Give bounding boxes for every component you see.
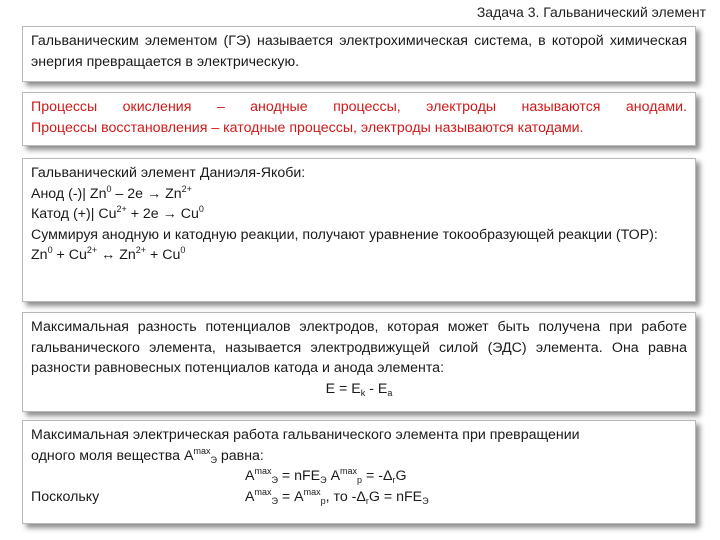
emf-equation: $E = E_k - E_a$: [325, 380, 393, 398]
work-box: [22, 420, 696, 524]
summary-text: Суммируя анодную и катодную реакции, получают уравнение токообразующей реакции (ТОР):: [31, 226, 658, 243]
anode-reaction: Анод (-)| $Zn^0 - 2e \to Zn^{2+}$: [31, 183, 192, 202]
daniell-heading: Гальванический элемент Даниэля-Якоби:: [31, 165, 306, 181]
oxidation-text: Процессы окисления – анодные процессы, электроды называются анодами.: [31, 99, 687, 115]
work-equation-row1: [31, 466, 687, 487]
reduction-text: Процессы восстановления – катодные процессы, электроды называются катодами.: [31, 119, 584, 136]
work-text-line2: одного моля вещества $A^{max}_Э$ равна:: [31, 445, 264, 465]
since-label: Поскольку: [31, 488, 100, 505]
definition-box: [22, 26, 696, 82]
work-equation-row2: [31, 487, 687, 508]
emf-box: [22, 312, 696, 412]
work-equation-1: $A^{max}_Э = nFE_Э$ $A^{max}_р = -\Delta_rG$: [245, 466, 407, 485]
daniell-box: [22, 158, 696, 302]
tor-equation: $Zn^0 + Cu^{2+}$ ↔ $Zn^{2+} + Cu^0$: [31, 245, 186, 263]
emf-text: Максимальная разность потенциалов электродов, которая может быть получена при работе гальванического элемента, называется электродвижущей силой (ЭДС) элемента. Она равна разности равновесных потенциалов катода и анода элемента:: [31, 319, 687, 376]
definition-text: Гальваническим элементом (ГЭ) называется электрохимическая система, в которой химическая энергия превращается в электрическую.: [31, 33, 687, 70]
processes-box: [22, 92, 696, 146]
cathode-reaction: Катод (+)| $Cu^{2+} + 2e \to Cu^0$: [31, 204, 204, 222]
work-equation-2: $A^{max}_Э = A^{max}_р$, то $-\Delta_rG = nFE_Э$: [245, 486, 429, 506]
work-text-line1: Максимальная электрическая работа гальванического элемента при превращении: [31, 427, 580, 443]
page-title: Задача 3. Гальванический элемент: [476, 4, 706, 20]
